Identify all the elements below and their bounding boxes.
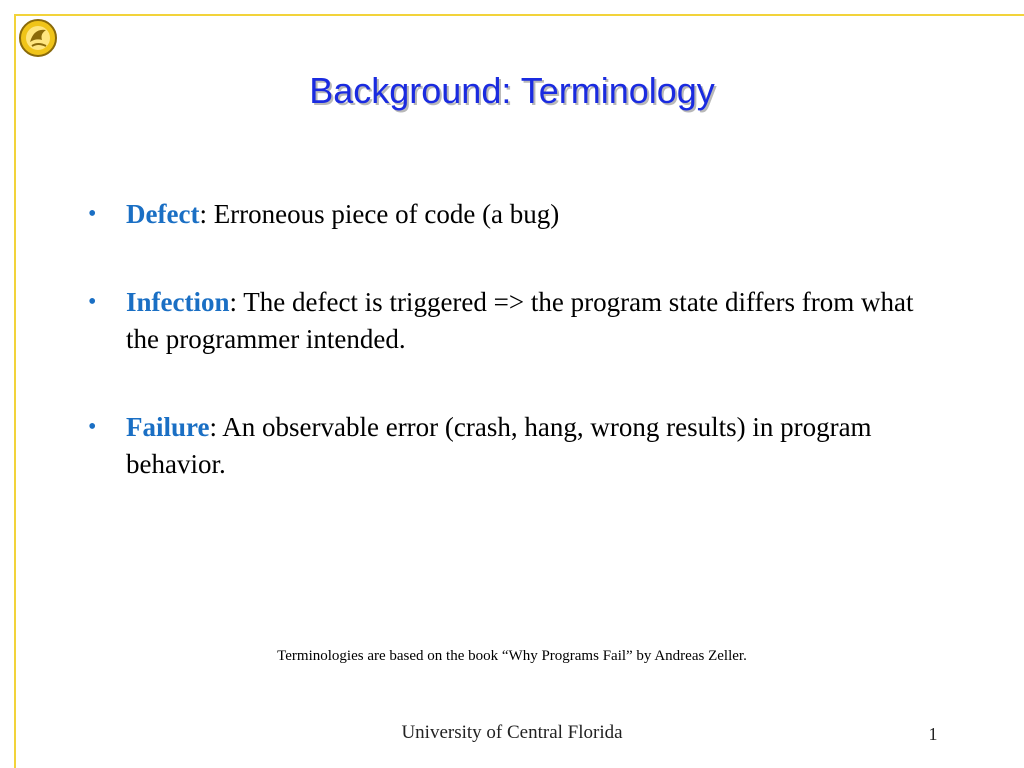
term-infection: Infection — [126, 287, 230, 317]
term-defect: Defect — [126, 199, 200, 229]
bullet-list — [88, 196, 948, 483]
source-note: Terminologies are based on the book “Why Programs Fail” by Andreas Zeller. — [277, 648, 747, 664]
bullet-dot-icon: • — [88, 201, 97, 227]
bullet-dot-icon: • — [88, 414, 97, 440]
footer-text: University of Central Florida — [401, 722, 623, 743]
bullet-dot-icon: • — [88, 289, 97, 315]
definition-infection: : The defect is triggered => the program state differs from what the programmer intended. — [126, 287, 914, 354]
term-failure: Failure — [126, 412, 210, 442]
bullet-defect — [88, 196, 948, 233]
bullet-failure — [88, 409, 948, 483]
ucf-pegasus-logo-icon — [18, 18, 58, 58]
page-number: 1 — [928, 724, 938, 744]
bullet-infection — [88, 284, 948, 358]
definition-defect: : Erroneous piece of code (a bug) — [199, 199, 560, 229]
slide-title: Background: Terminology — [309, 70, 715, 111]
definition-failure: : An observable error (crash, hang, wrong results) in program behavior. — [126, 412, 872, 479]
